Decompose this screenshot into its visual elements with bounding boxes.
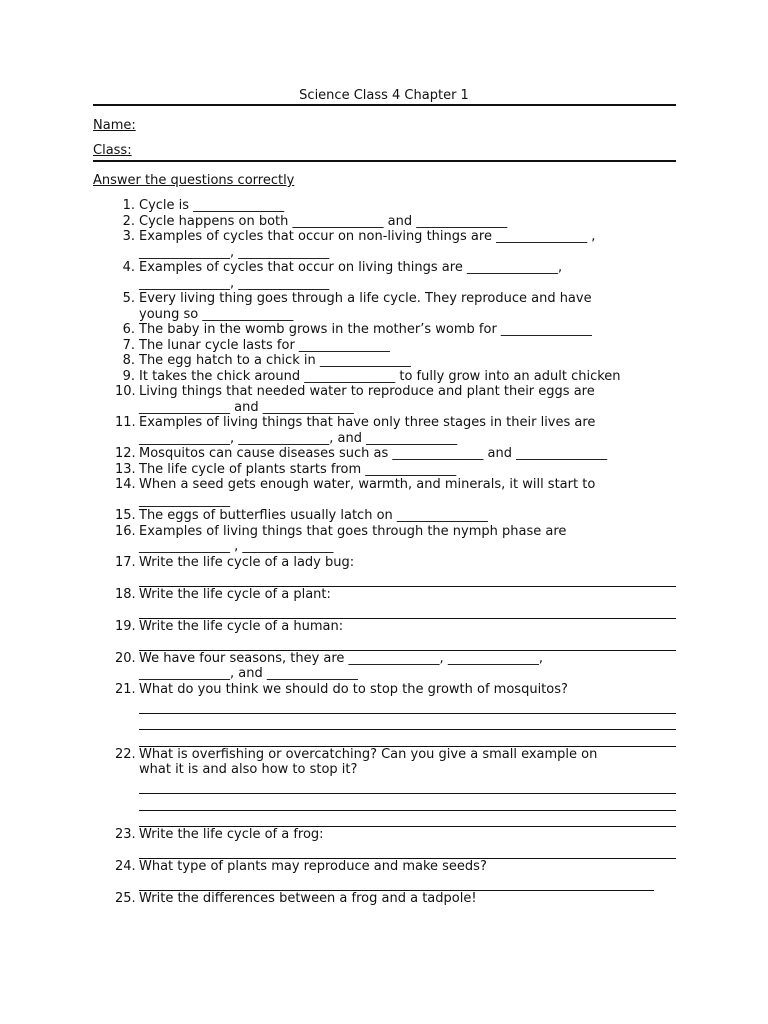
question-item [93, 524, 678, 555]
answer-line[interactable] [139, 697, 676, 714]
question-text: Mosquitos can cause diseases such as ______________ and ______________ [139, 446, 608, 461]
question-item [93, 446, 678, 462]
question-number: 18. [115, 586, 136, 602]
answer-line[interactable] [139, 843, 676, 860]
answer-line[interactable] [139, 730, 676, 747]
question-text: Cycle is ______________ [139, 198, 285, 213]
question-item [93, 477, 678, 508]
question-text: Every living thing goes through a life cycle. They reproduce and have [139, 291, 592, 306]
question-number: 11. [115, 415, 136, 430]
question-number: 4. [122, 260, 135, 275]
question-number: 17. [115, 554, 136, 570]
question-text: The life cycle of plants starts from ______________ [139, 461, 457, 477]
question-text: Examples of living things that have only three stages in their lives are [139, 415, 596, 430]
question-text: ______________, and ______________ [139, 666, 358, 681]
answer-line[interactable] [139, 811, 676, 828]
question-text: Examples of living things that goes through the nymph phase are [139, 523, 567, 539]
question-text: ______________ [139, 492, 230, 508]
answer-line[interactable] [139, 875, 654, 892]
question-text: The lunar cycle lasts for ______________ [139, 337, 390, 353]
question-number: 24. [115, 859, 136, 874]
question-number: 13. [115, 461, 136, 477]
question-number: 5. [122, 291, 135, 306]
question-text: young so ______________ [139, 306, 294, 322]
question-item [93, 229, 678, 260]
question-text: Write the differences between a frog and a tadpole! [139, 891, 477, 906]
answer-line[interactable] [139, 794, 676, 811]
question-text: Living things that needed water to reproduce and plant their eggs are [139, 384, 595, 399]
question-text: Examples of cycles that occur on non-living things are ______________ , [139, 229, 596, 244]
question-item [93, 214, 678, 230]
question-item [93, 619, 678, 651]
question-list [93, 198, 678, 907]
question-number: 3. [122, 229, 135, 244]
question-text: ______________ , ______________ [139, 539, 334, 554]
question-item [93, 415, 678, 446]
question-text: We have four seasons, they are ______________, ______________, [139, 650, 543, 666]
question-text: Write the life cycle of a lady bug: [139, 554, 355, 570]
question-text: Cycle happens on both ______________ and ______________ [139, 213, 508, 229]
question-number: 2. [122, 213, 135, 229]
question-text: The eggs of butterflies usually latch on ______________ [139, 508, 488, 523]
instructions: Answer the questions correctly [93, 173, 295, 188]
question-number: 1. [122, 198, 135, 213]
question-item [93, 859, 678, 891]
question-item [93, 747, 678, 828]
question-text: The baby in the womb grows in the mother’s womb for ______________ [139, 322, 592, 337]
answer-line[interactable] [139, 714, 676, 731]
question-text: It takes the chick around ______________ to fully grow into an adult chicken [139, 368, 621, 384]
question-item [93, 508, 678, 524]
question-item [93, 462, 678, 478]
answer-line[interactable] [139, 778, 676, 795]
question-number: 6. [122, 322, 135, 337]
title-rule [93, 104, 676, 106]
question-number: 9. [122, 368, 135, 384]
answer-line[interactable] [139, 570, 676, 587]
question-item [93, 198, 678, 214]
question-text: ______________, ______________, and ______________ [139, 430, 458, 446]
question-item [93, 369, 678, 385]
question-item [93, 384, 678, 415]
class-label: Class: [93, 143, 132, 158]
question-text: Write the life cycle of a human: [139, 618, 344, 634]
question-number: 10. [115, 384, 136, 399]
question-number: 12. [115, 446, 136, 461]
question-item [93, 587, 678, 619]
question-item [93, 260, 678, 291]
name-label: Name: [93, 118, 136, 133]
question-text: ______________, ______________ [139, 244, 330, 260]
question-number: 19. [115, 618, 136, 634]
answer-line[interactable] [139, 634, 676, 651]
question-item [93, 353, 678, 369]
question-number: 7. [122, 337, 135, 353]
question-number: 21. [115, 681, 136, 697]
question-text: What type of plants may reproduce and make seeds? [139, 859, 487, 874]
question-text: What do you think we should do to stop the growth of mosquitos? [139, 681, 568, 697]
question-item [93, 555, 678, 587]
question-number: 22. [115, 746, 136, 762]
question-text: What is overfishing or overcatching? Can you give a small example on [139, 746, 598, 762]
question-text: When a seed gets enough water, warmth, and minerals, it will start to [139, 477, 596, 492]
class-rule [93, 160, 676, 162]
question-text: The egg hatch to a chick in ______________ [139, 353, 411, 368]
question-number: 23. [115, 827, 136, 842]
question-item [93, 322, 678, 338]
question-number: 8. [122, 353, 135, 368]
question-text: Write the life cycle of a plant: [139, 586, 331, 602]
question-number: 16. [115, 523, 136, 539]
question-item [93, 651, 678, 682]
question-item [93, 827, 678, 859]
question-item [93, 291, 678, 322]
question-item [93, 891, 678, 907]
question-item [93, 338, 678, 354]
question-item [93, 682, 678, 747]
question-number: 14. [115, 477, 136, 492]
question-number: 20. [115, 650, 136, 666]
question-text: what it is and also how to stop it? [139, 762, 358, 777]
page-title: Science Class 4 Chapter 1 [299, 88, 469, 103]
question-number: 25. [115, 891, 136, 906]
question-text: ______________ and ______________ [139, 399, 354, 415]
question-text: Write the life cycle of a frog: [139, 827, 324, 842]
question-number: 15. [115, 508, 136, 523]
question-text: ______________, ______________ [139, 275, 330, 291]
answer-line[interactable] [139, 602, 676, 619]
question-text: Examples of cycles that occur on living things are ______________, [139, 260, 563, 275]
